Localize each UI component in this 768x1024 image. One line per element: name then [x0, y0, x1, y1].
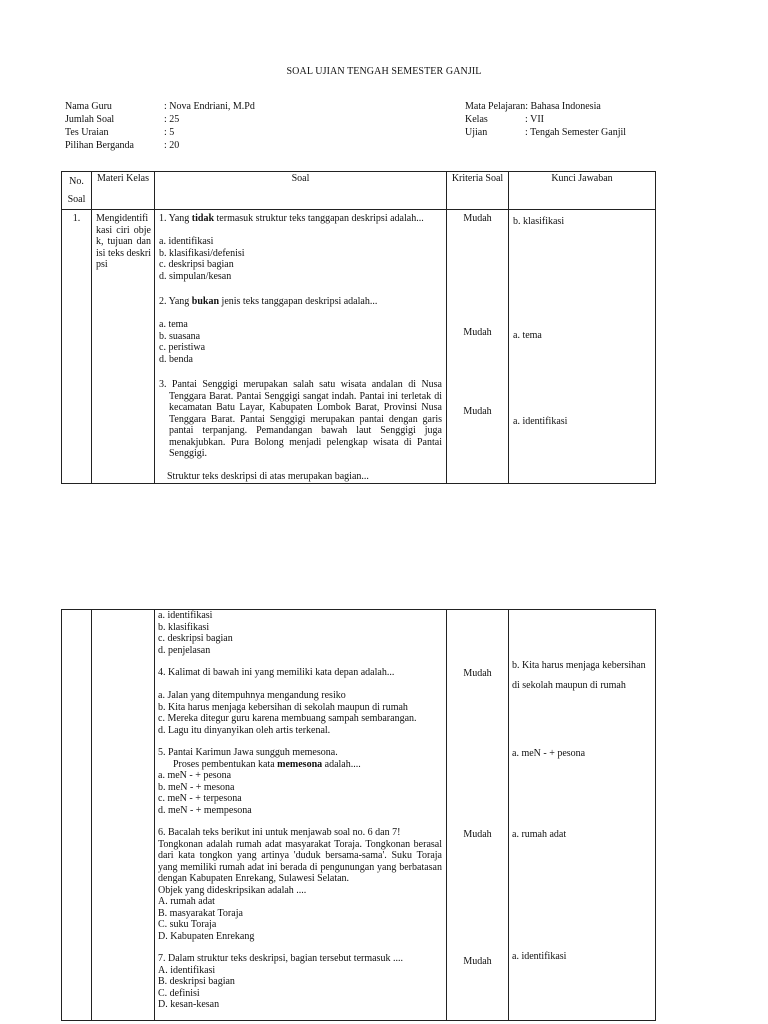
- q5-option: b. meN - + mesona: [158, 781, 235, 793]
- q1-option: d. simpulan/kesan: [159, 270, 232, 282]
- q7-option: C. definisi: [158, 987, 200, 999]
- question-6-intro: 6. Bacalah teks berikut ini untuk menjawab soal no. 6 dan 7!: [158, 827, 401, 838]
- q3-option: c. deskripsi bagian: [158, 633, 233, 644]
- q1-option: a. identifikasi: [159, 236, 214, 247]
- header-soal: Soal: [155, 172, 447, 210]
- row-materi: [92, 610, 155, 1021]
- q5-option: a. meN - + pesona: [158, 770, 232, 781]
- question-5: 5. Pantai Karimun Jawa sungguh memesona.: [158, 747, 338, 758]
- question-2: 2. Yang bukan jenis teks tanggapan deskripsi adalah...: [159, 296, 378, 307]
- question-3: Struktur teks deskripsi di atas merupakan bagian...: [167, 471, 369, 482]
- question-6: Objek yang dideskripsikan adalah ....: [158, 884, 307, 896]
- q2-option: d. benda: [159, 353, 193, 365]
- row-kunci: b. klasifikasi a. tema a. identifikasi: [509, 210, 656, 484]
- q5-option: c. meN - + terpesona: [158, 793, 242, 804]
- q1-option: b. klasifikasi/defenisi: [159, 247, 245, 259]
- q4-option: d. Lagu itu dinyanyikan oleh artis terkenal.: [158, 724, 331, 736]
- row-number: 1.: [62, 210, 92, 484]
- header-materi: Materi Kelas: [92, 172, 155, 210]
- q7-option: A. identifikasi: [158, 964, 216, 976]
- question-6-passage: Tongkonan adalah rumah adat masyarakat Toraja. Tongkonan berasal dari kata tongkon yang artinya 'duduk bersama-sama'. Suku Toraja yang memiliki rumah adat ini berada di pengunungan yang berbatasan dengan Kabupaten Enrekang, Sulawesi Selatan.: [158, 838, 442, 884]
- question-4: 4. Kalimat di bawah ini yang memiliki kata depan adalah...: [158, 667, 395, 678]
- row-number: [62, 610, 92, 1021]
- q6-option: A. rumah adat: [158, 896, 215, 907]
- question-3-passage: 3. Pantai Senggigi merupakan salah satu wisata andalan di Nusa Tenggara Barat. Pantai Senggigi sangat indah. Pantai ini terletak di kecamatan Batu Layar, Kabupaten Lombok Barat, Provinsi Nusa Tenggara Barat. Pantai Senggigi merupakan pantai dengan garis pantai terpanjang. Pemandangan bawah laut Senggigi juga menakjubkan. Pura Bolong menjadi pelengkap wisata di Pantai Senggigi.: [159, 379, 442, 459]
- question-7: 7. Dalam struktur teks deskripsi, bagian tersebut termasuk ....: [158, 953, 403, 964]
- question-table-1: [61, 171, 656, 484]
- q6-option: C. suku Toraja: [158, 919, 217, 930]
- row-materi: Mengidentifikasi ciri objek, tujuan dan isi teks deskripsi: [92, 210, 155, 484]
- header-kunci: Kunci Jawaban: [509, 172, 656, 210]
- q5-option: d. meN - + mempesona: [158, 804, 252, 816]
- header-no: No. Soal: [62, 172, 92, 210]
- row-kriteria: Mudah Mudah Mudah: [447, 610, 509, 1021]
- question-5-prompt: Proses pembentukan kata memesona adalah....: [173, 758, 361, 770]
- q2-option: b. suasana: [159, 330, 201, 342]
- row-soal: [155, 610, 447, 1021]
- row-kunci: b. Kita harus menjaga kebersihan di sekolah maupun di rumah a. meN - + pesona a. rumah adat a. identifikasi: [509, 610, 656, 1021]
- row-kriteria: Mudah Mudah Mudah: [447, 210, 509, 484]
- q3-option: a. identifikasi: [158, 610, 213, 621]
- q2-option: a. tema: [159, 319, 188, 330]
- q3-option: b. klasifikasi: [158, 621, 210, 633]
- q6-option: B. masyarakat Toraja: [158, 907, 243, 919]
- q7-option: B. deskripsi bagian: [158, 976, 235, 987]
- question-1: 1. Yang tidak termasuk struktur teks tanggapan deskripsi adalah...: [159, 213, 424, 224]
- q1-option: c. deskripsi bagian: [159, 259, 234, 270]
- q4-option: b. Kita harus menjaga kebersihan di sekolah maupun di rumah: [158, 701, 408, 713]
- meta-left: Nama Guru : Nova Endriani, M.Pd Jumlah Soal : 25 Tes Uraian : 5 Pilihan Berganda : 20: [65, 101, 255, 151]
- q7-option: D. kesan-kesan: [158, 999, 220, 1010]
- row-soal: [155, 210, 447, 484]
- q2-option: c. peristiwa: [159, 342, 206, 353]
- q4-option: a. Jalan yang ditempuhnya mengandung resiko: [158, 690, 346, 701]
- page-title: SOAL UJIAN TENGAH SEMESTER GANJIL: [286, 66, 482, 77]
- question-table-2: [61, 609, 656, 1021]
- q3-option: d. penjelasan: [158, 644, 211, 656]
- header-kriteria: Kriteria Soal: [447, 172, 509, 210]
- q6-option: D. Kabupaten Enrekang: [158, 930, 255, 942]
- q4-option: c. Mereka ditegur guru karena membuang sampah sembarangan.: [158, 713, 417, 724]
- meta-right: Mata Pelajaran: Bahasa Indonesia Kelas : VII Ujian : Tengah Semester Ganjil: [465, 101, 627, 138]
